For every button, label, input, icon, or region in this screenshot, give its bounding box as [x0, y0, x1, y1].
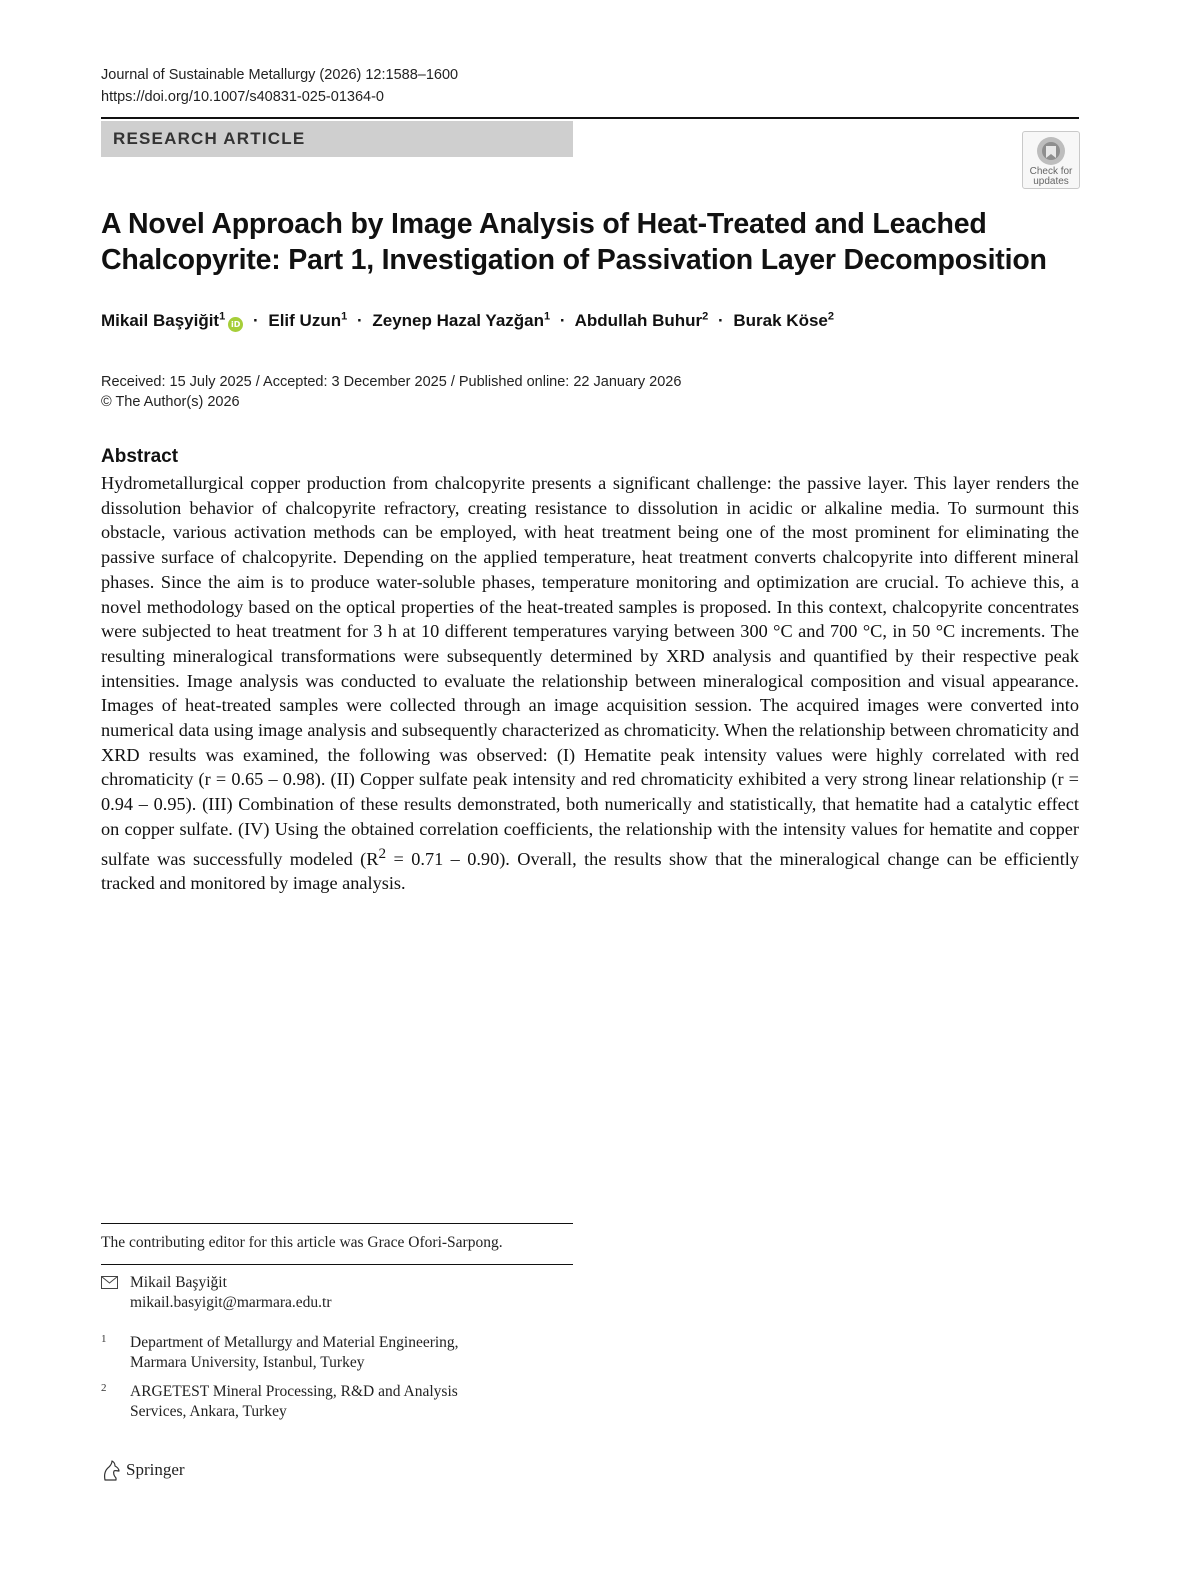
author-affiliation-mark: 1 [341, 310, 348, 323]
abstract-superscript: 2 [378, 844, 387, 862]
publication-dates [101, 372, 681, 412]
affiliation-number: 1 [101, 1333, 107, 1345]
abstract-text: Hydrometallurgical copper production from chalcopyrite presents a significant challenge: the passive layer. This layer renders the dissolution behavior of chalcopyrite refractory, creating resistance to dissolution in acidic or alkaline media. To surmount this obstacle, various activation methods can be employed, with heat treatment being one of the most prominent for eliminating the passive surface of chalcopyrite. Depending on the applied temperature, heat treatment converts chalcopyrite into different mineral phases. Since the aim is to produce water-soluble phases, temperature monitoring and optimization are crucial. To achieve this, a novel methodology based on the optical properties of the heat-treated samples is proposed. In this context, chalcopyrite concentrates were subjected to heat treatment for 3 h at 10 different temperatures varying between 300 °C and 700 °C, in 50 °C increments. The resulting mineralogical transformations were subsequently determined by XRD analysis and quantified by their respective peak intensities. Image analysis was conducted to evaluate the relationship between mineralogical composition and visual appearance. Images of heat-treated samples were collected through an image acquisition session. The acquired images were converted into numerical data using image analysis and subsequently characterized as chromaticity. When the relationship between chromaticity and XRD results was examined, the following was observed: (I) Hematite peak intensity values were highly correlated with red chromaticity (r = 0.65 – 0.98). (II) Copper sulfate peak intensity and red chromaticity exhibited a very strong linear relationship (r = 0.94 – 0.95). (III) Combination of these results demonstrated, both numerically and statistically, that hematite had a catalytic effect on copper sulfate. (IV) Using the obtained correlation coefficients, the relationship with the intensity values for hematite and copper sulfate was successfully modeled (R [101, 473, 1079, 869]
check-for-updates-icon [1035, 135, 1067, 167]
author-name[interactable]: Mikail Başyiğit [101, 311, 220, 330]
copyright-line: © The Author(s) 2026 [101, 394, 240, 410]
footnote-rule [101, 1264, 573, 1265]
corresponding-author [130, 1273, 332, 1313]
author-separator: · [356, 311, 363, 330]
orcid-icon[interactable]: iD [228, 317, 243, 332]
dates-line: Received: 15 July 2025 / Accepted: 3 December 2025 / Published online: 22 January 2026 [101, 374, 682, 390]
title-line-2: Chalcopyrite: Part 1, Investigation of Passivation Layer Decomposition [101, 244, 1047, 276]
abstract-heading: Abstract [101, 446, 179, 467]
corresponding-name: Mikail Başyiğit [130, 1274, 227, 1291]
publisher-name: Springer [126, 1460, 185, 1479]
author-name[interactable]: Burak Köse [733, 311, 828, 330]
author-affiliation-mark: 1 [219, 310, 226, 323]
envelope-icon [101, 1276, 118, 1294]
journal-header [101, 64, 458, 108]
header-rule [101, 117, 1079, 119]
affiliation-line: Services, Ankara, Turkey [130, 1403, 287, 1420]
affiliation-1 [130, 1333, 459, 1373]
affiliation-2 [130, 1382, 458, 1422]
article-type-label: RESEARCH ARTICLE [113, 129, 306, 148]
author-affiliation-mark: 2 [827, 310, 834, 323]
author-name[interactable]: Zeynep Hazal Yazğan [372, 311, 545, 330]
author-list [101, 311, 834, 332]
affiliation-line: Department of Metallurgy and Material Engineering, [130, 1334, 459, 1351]
journal-citation: Journal of Sustainable Metallurgy (2026) 12:1588–1600 [101, 67, 459, 83]
affiliation-line: ARGETEST Mineral Processing, R&D and Analysis [130, 1383, 458, 1400]
springer-horse-logo [101, 1460, 121, 1482]
article-type-band [101, 121, 573, 157]
abstract-text-end: = 0.71 – 0.90). Overall, the results show that the mineralogical change can be efficiently tracked and monitored by image analysis. [101, 848, 1080, 894]
title-line-1: A Novel Approach by Image Analysis of Heat-Treated and Leached [101, 208, 987, 240]
check-for-updates-badge[interactable] [1022, 131, 1080, 189]
doi-link[interactable]: https://doi.org/10.1007/s40831-025-01364-0 [101, 89, 384, 105]
check-for-updates-label: Check for updates [1029, 166, 1073, 187]
editor-note: The contributing editor for this article was Grace Ofori-Sarpong. [101, 1234, 503, 1251]
author-name[interactable]: Abdullah Buhur [574, 311, 703, 330]
affiliation-line: Marmara University, Istanbul, Turkey [130, 1354, 365, 1371]
affiliation-number: 2 [101, 1382, 107, 1394]
footnote-rule [101, 1223, 573, 1224]
author-separator: · [559, 311, 566, 330]
author-affiliation-mark: 1 [544, 310, 551, 323]
article-title [101, 206, 1079, 278]
abstract-body [101, 471, 1079, 896]
corresponding-email[interactable]: mikail.basyigit@marmara.edu.tr [130, 1294, 332, 1311]
author-separator: · [717, 311, 724, 330]
author-separator: · [252, 311, 259, 330]
author-affiliation-mark: 2 [702, 310, 709, 323]
author-name[interactable]: Elif Uzun [268, 311, 342, 330]
